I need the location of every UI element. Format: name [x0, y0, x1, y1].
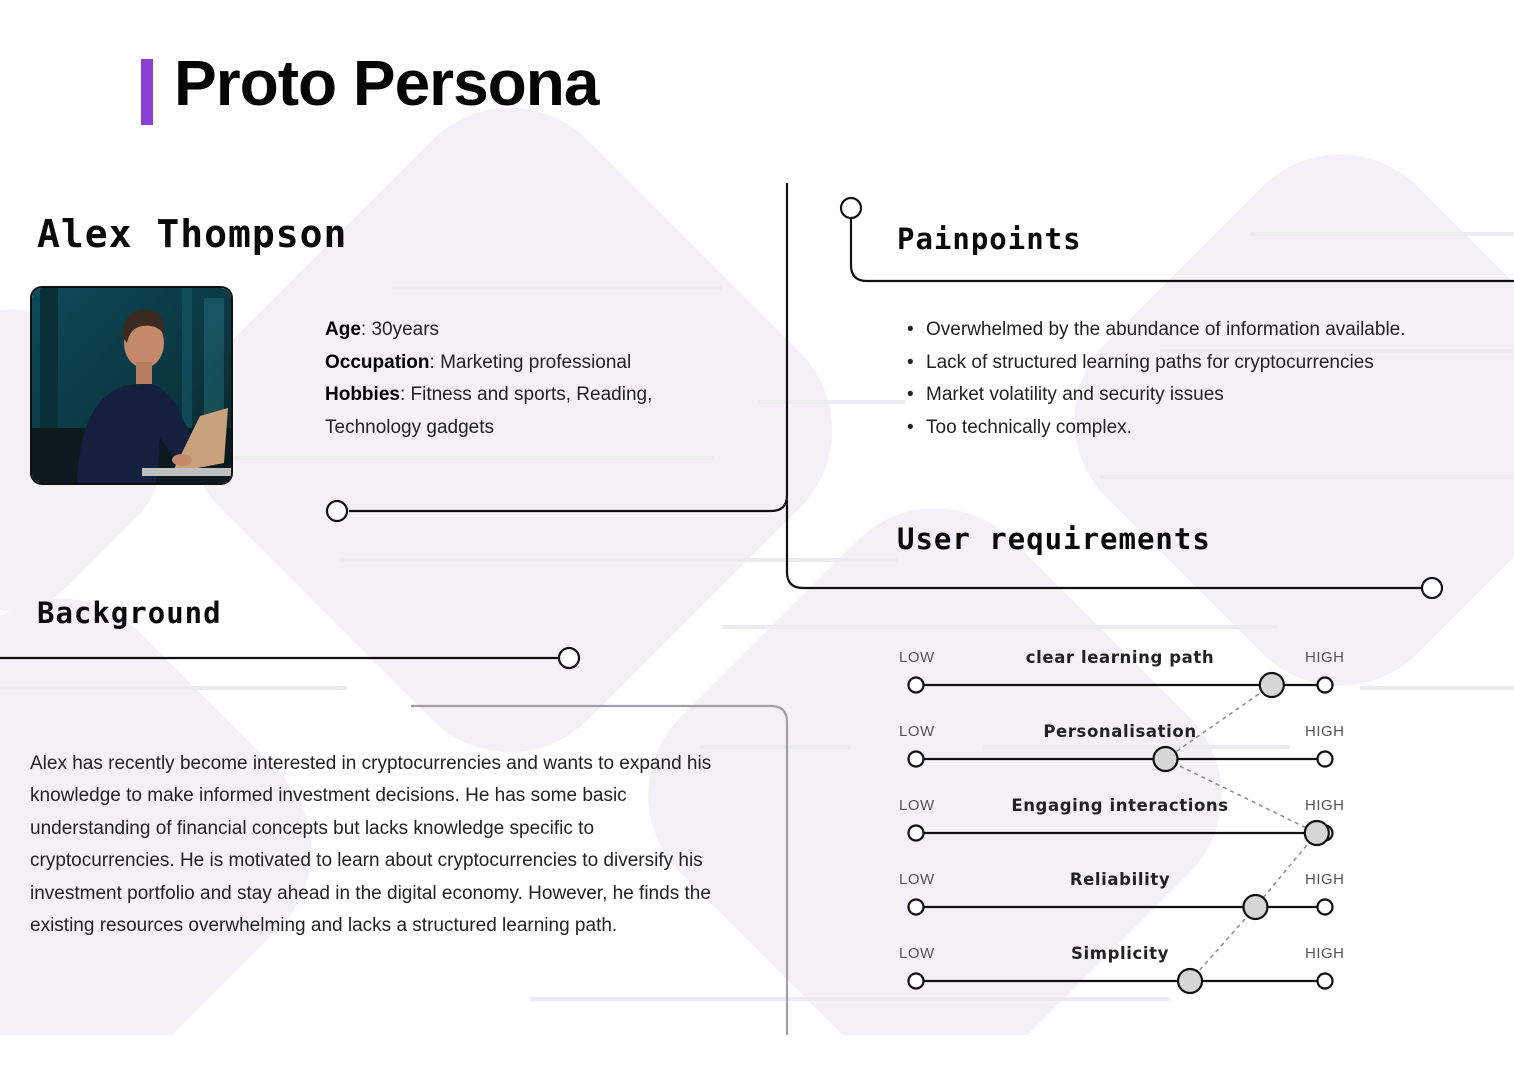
slider-low-label: LOW: [899, 723, 935, 740]
slider-label-clear-learning-path: clear learning path: [1025, 648, 1215, 667]
slider-high-label: HIGH: [1305, 723, 1345, 740]
slider-low-end: [909, 678, 924, 693]
persona-occupation: Occupation: Marketing professional: [325, 351, 632, 373]
slider-high-label: HIGH: [1305, 797, 1345, 814]
persona-photo: [30, 286, 233, 485]
painpoints-list: [905, 314, 1406, 444]
persona-details: [325, 314, 705, 444]
painpoints-heading: Painpoints: [897, 222, 1082, 256]
slider-label-reliability: Reliability: [1069, 870, 1171, 889]
persona-hobbies: Hobbies: Fitness and sports, Reading, Technology gadgets: [325, 384, 653, 438]
painpoint-item: • Overwhelmed by the abundance of information available.: [905, 314, 1406, 347]
slider-knob[interactable]: [1260, 673, 1284, 697]
requirements-heading: User requirements: [897, 522, 1211, 556]
slider-low-label: LOW: [899, 649, 935, 666]
painpoints-connector-node: [841, 198, 861, 218]
slider-high-end: [1318, 678, 1333, 693]
slider-knob[interactable]: [1305, 821, 1329, 845]
slider-high-label: HIGH: [1305, 871, 1345, 888]
slider-label-personalisation: Personalisation: [1043, 722, 1197, 741]
persona-age: Age: 30years: [325, 319, 440, 340]
painpoint-item: • Too technically complex.: [905, 412, 1406, 445]
background-connector-node: [559, 648, 579, 668]
slider-high-label: HIGH: [1305, 649, 1345, 666]
page-title: Proto Persona: [174, 47, 599, 119]
slider-high-label: HIGH: [1305, 945, 1345, 962]
slider-knob[interactable]: [1178, 969, 1202, 993]
painpoint-item: • Market volatility and security issues: [905, 379, 1406, 412]
slider-high-end: [1318, 752, 1333, 767]
slider-knob[interactable]: [1153, 747, 1177, 771]
slider-low-label: LOW: [899, 871, 935, 888]
background-text: Alex has recently become interested in cryptocurrencies and wants to expand his knowledge to make informed investment decisions. He has some basic understanding of financial concepts but lacks knowledge specific to cryptocurrencies. He is motivated to learn about cryptocurrencies to diversify his investment portfolio and stay ahead in the digital economy. However, he finds the existing resources overwhelming and lacks a structured learning path.: [30, 753, 712, 937]
slider-low-end: [909, 826, 924, 841]
slider-low-label: LOW: [899, 945, 935, 962]
background-heading: Background: [37, 596, 222, 630]
slider-label-simplicity: Simplicity: [1071, 944, 1169, 963]
slider-label-engaging-interactions: Engaging interactions: [1011, 796, 1229, 815]
persona-connector-node: [327, 501, 347, 521]
requirements-connector-node: [1422, 578, 1442, 598]
slider-high-end: [1318, 974, 1333, 989]
slider-high-end: [1318, 900, 1333, 915]
slider-knob[interactable]: [1243, 895, 1267, 919]
slider-low-label: LOW: [899, 797, 935, 814]
slider-low-end: [909, 900, 924, 915]
slider-low-end: [909, 974, 924, 989]
slider-low-end: [909, 752, 924, 767]
painpoint-item: • Lack of structured learning paths for cryptocurrencies: [905, 347, 1406, 380]
persona-name: Alex Thompson: [37, 212, 348, 256]
